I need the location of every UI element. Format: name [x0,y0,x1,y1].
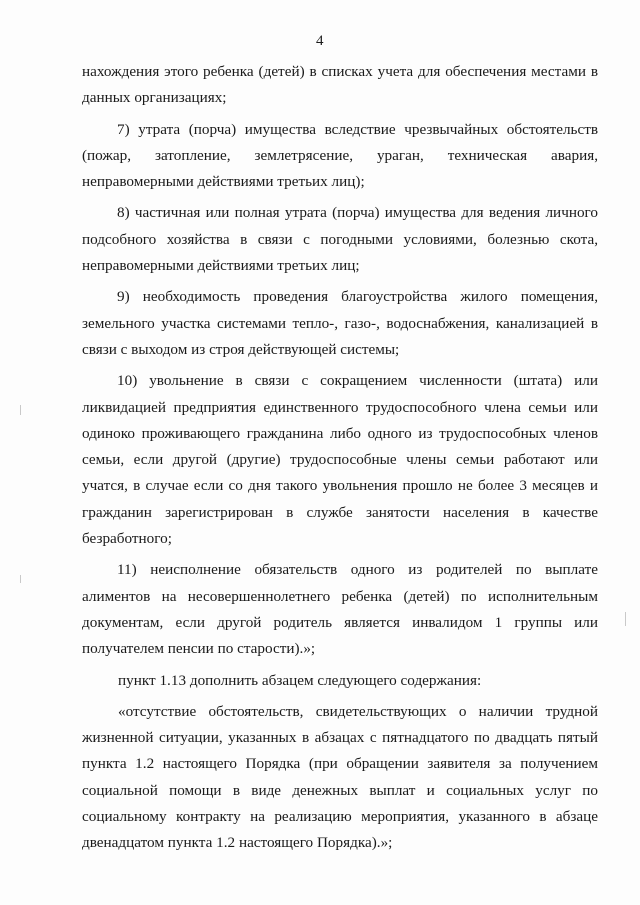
page-number: 4 [316,33,324,49]
paragraph-item-8: 8) частичная или полная утрата (порча) имущества для ведения личного подсобного хозяйства в связи с погодными условиями, болезнью скота, неправомерными действиями третьих лиц; [82,204,598,275]
paragraph-continuation: нахождения этого ребенка (детей) в списках учета для обеспечения местами в данных организациях; [82,63,598,107]
paragraph-amendment-intro: пункт 1.13 дополнить абзацем следующего содержания: [118,671,482,689]
scan-artifact-right [625,612,626,626]
paragraph-item-10: 10) увольнение в связи с сокращением численности (штата) или ликвидацией предприятия единственного трудоспособного члена семьи или одиноко проживающего гражданина либо одного из трудоспособных членов семьи, если другой (другие) трудоспособные члены семьи работают или учатся, в случае если со дня такого увольнения прошло не более 3 месяцев и гражданин зарегистрирован в службе занятости населения в качестве безработного; [82,372,598,548]
paragraph-item-11: 11) неисполнение обязательств одного из родителей по выплате алиментов на несовершеннолетнего ребенка (детей) по исполнительным документам, если другой родитель является инвалидом 1 группы или получателем пенсии по старости).»; [82,561,598,658]
scan-artifact-left [20,405,21,415]
paragraph-amendment-text: «отсутствие обстоятельств, свидетельствующих о наличии трудной жизненной ситуации, указанных в абзацах с пятнадцатого по двадцать пятый пункта 1.2 настоящего Порядка (при обращении заявителя за получением социальной помощи в виде денежных выплат и социальных услуг по социальному контракту на реализацию мероприятия, указанного в абзаце двенадцатом пункта 1.2 настоящего Порядка).»; [82,702,598,852]
document-body [82,59,598,857]
scan-artifact-left-lower [20,575,21,583]
paragraph-item-7: 7) утрата (порча) имущества вследствие чрезвычайных обстоятельств (пожар, затопление, землетрясение, ураган, техническая авария, неправомерными действиями третьих лиц); [82,120,598,191]
paragraph-item-9: 9) необходимость проведения благоустройства жилого помещения, земельного участка системами тепло-, газо-, водоснабжения, канализацией в связи с выходом из строя действующей системы; [82,288,598,358]
